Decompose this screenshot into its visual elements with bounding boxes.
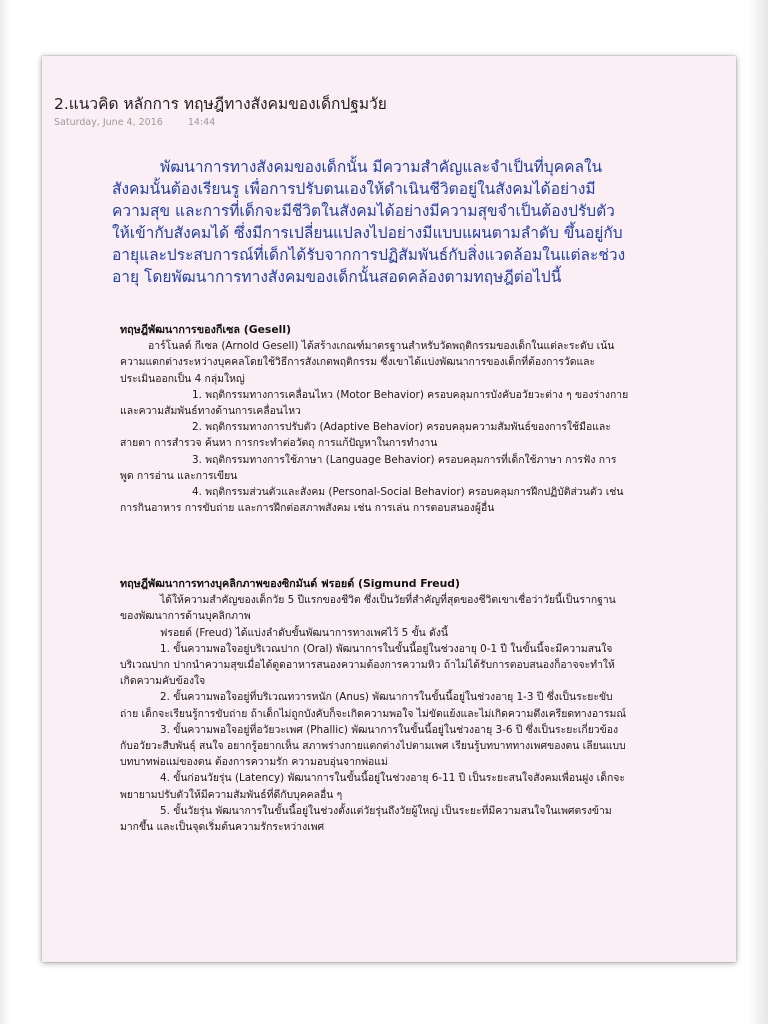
gesell-item: 2. พฤติกรรมทางการปรับตัว (Adaptive Behavior) ครอบคลุมความสัมพันธ์ของการใช้มือและสายตา การสำรวจ ค้นหา การกระทำต่อวัตถุ การแก้ปัญหาในการทำงาน [120, 421, 611, 450]
freud-stage: 5. ขั้นวัยรุ่น พัฒนาการในขั้นนี้อยู่ในช่วงตั้งแต่วัยรุ่นถึงวัยผู้ใหญ่ เป็นระยะที่มีความสนใจในเพศตรงข้ามมากขึ้น และเป็นจุดเริ่มต้นความรักระหว่างเพศ [120, 804, 612, 834]
freud-stage: 2. ขั้นความพอใจอยู่ที่บริเวณทวารหนัก (Anus) พัฒนาการในขั้นนี้อยู่ในช่วงอายุ 1-3 ปี ซึ่งเป็นระยะขับถ่าย เด็กจะเรียนรู้การขับถ่าย ถ้าเด็กไม่ถูกบังคับก็จะเกิดความพอใจ ไม่ขัดแย้งและไม่เกิดความตึงเครียดทางอารมณ์ [120, 691, 626, 720]
post-meta [54, 117, 215, 128]
freud-heading: ทฤษฎีพัฒนาการทางบุคลิกภาพของซิกมันด์ ฟรอยด์ (Sigmund Freud) [120, 577, 460, 590]
freud-stage: 1. ขั้นความพอใจอยู่บริเวณปาก (Oral) พัฒนาการในขั้นนี้อยู่ในช่วงอายุ 0-1 ปี ในขั้นนี้จะมีความสนใจบริเวณปาก ปากนำความสุขเมื่อได้ดูดอาหารสนองความต้องการความหิว ถ้าไม่ได้รับการตอบสนองก็อาจจะทำให้เกิดความคับข้องใจ [120, 642, 615, 688]
gesell-item: 4. พฤติกรรมส่วนตัวและสังคม (Personal-Social Behavior) ครอบคลุมการฝึกปฏิบัติส่วนตัว เช่น การกินอาหาร การขับถ่าย และการฝึกต่อสภาพสังคม เช่น การเล่น การตอบสนองผู้อื่น [120, 486, 624, 515]
gesell-item: 1. พฤติกรรมทางการเคลื่อนไหว (Motor Behavior) ครอบคลุมการบังคับอวัยวะต่าง ๆ ของร่างกายและความสัมพันธ์ทางด้านการเคลื่อนไหว [120, 388, 629, 418]
gesell-section [120, 322, 630, 516]
gesell-heading: ทฤษฎีพัฒนาการของกีเซล (Gesell) [120, 323, 292, 336]
post-time: 14:44 [187, 117, 216, 128]
freud-intro-stages: ฟรอยด์ (Freud) ได้แบ่งลำดับขั้นพัฒนาการทางเพศไว้ 5 ขั้น ดังนี้ [160, 626, 448, 639]
post-title[interactable]: 2.แนวคิด หลักการ ทฤษฎีทางสังคมของเด็กปฐมวัย [54, 95, 387, 113]
freud-section [120, 576, 630, 835]
gesell-item: 3. พฤติกรรมทางการใช้ภาษา (Language Behavior) ครอบคลุมการที่เด็กใช้ภาษา การฟัง การพูด การอ่าน และการเขียน [120, 453, 617, 482]
gesell-intro: อาร์โนลด์ กีเซล (Arnold Gesell) ได้สร้างเกณฑ์มาตรฐานสำหรับวัดพฤติกรรมของเด็กในแต่ละระดับ เน้นความแตกต่างระหว่างบุคคลโดยใช้วิธีการสังเกตพฤติกรรม ซึ่งเขาได้แบ่งพัฒนาการของเด็กที่ต้องการวัดและประเมินออกเป็น 4 กลุ่มใหญ่ [120, 340, 615, 385]
freud-stage: 3. ขั้นความพอใจอยู่ที่อวัยวะเพศ (Phallic) พัฒนาการในขั้นนี้อยู่ในช่วงอายุ 3-6 ปี ซึ่งเป็นระยะเกี่ยวข้องกับอวัยวะสืบพันธุ์ สนใจ อยากรู้อยากเห็น สภาพร่างกายแตกต่างไปตามเพศ เรียนรู้บทบาททางเพศของตน เลียนแบบบทบาทพ่อแม่ของตน ต้องการความรัก ความอบอุ่นจากพ่อแม่ [120, 723, 626, 769]
freud-intro: ได้ให้ความสำคัญของเด็กวัย 5 ปีแรกของชีวิต ซึ่งเป็นวัยที่สำคัญที่สุดของชีวิตเขาเชื่อว่าวัยนี้เป็นรากฐานของพัฒนาการด้านบุคลิกภาพ [120, 594, 616, 623]
freud-stage: 4. ขั้นก่อนวัยรุ่น (Latency) พัฒนาการในขั้นนี้อยู่ในช่วงอายุ 6-11 ปี เป็นระยะสนใจสังคมเพื่อนฝูง เด็กจะพยายามปรับตัวให้มีความสัมพันธ์ที่ดีกับบุคคลอื่น ๆ [120, 772, 625, 801]
post-date: Saturday, June 4, 2016 [54, 117, 163, 128]
intro-paragraph: พัฒนาการทางสังคมของเด็กนั้น มีความสำคัญและจำเป็นที่บุคคลในสังคมนั้นต้องเรียนรู เพื่อการปรับตนเองให้ดำเนินชีวิตอยู่ในสังคมได้อย่างมีความสุข และการที่เด็กจะมีชีวิตในสังคมได้อย่างมีความสุขจำเป็นต้องปรับตัวให้เข้ากับสังคมได้ ซึ่งมีการเปลี่ยนแปลงไปอย่างมีแบบแผนตามลำดับ ขึ้นอยู่กับอายุและประสบการณ์ที่เด็กได้รับจากการปฏิสัมพันธ์กับสิ่งแวดล้อมในแต่ละช่วงอายุ โดยพัฒนาการทางสังคมของเด็กนั้นสอดคล้องตามทฤษฎีต่อไปนี้ [112, 158, 626, 286]
